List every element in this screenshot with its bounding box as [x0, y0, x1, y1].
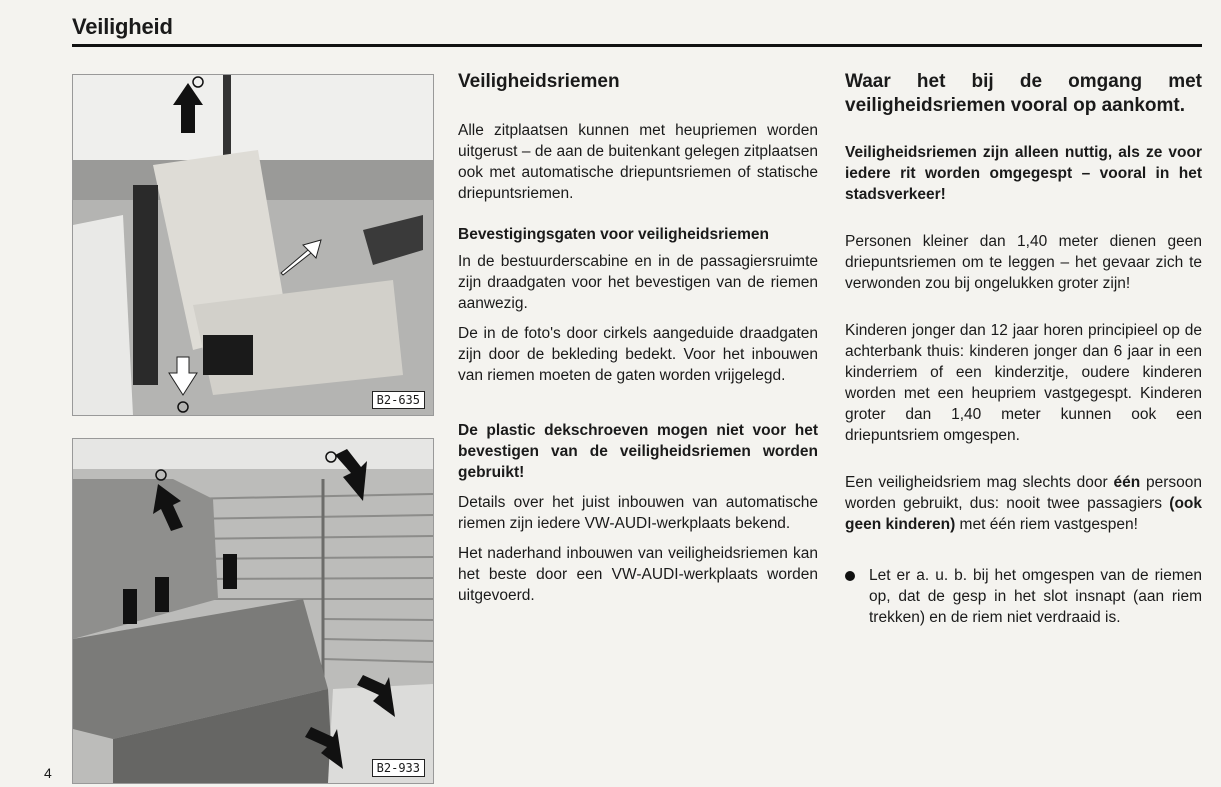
paragraph: De in de foto's door cirkels aangeduide draadgaten zijn door de bekleding bedekt. Voor het inbouwen van riemen moeten de gaten worden vrijgelegd. [458, 325, 818, 384]
bullet-item [845, 565, 1202, 628]
section-heading: Waar het bij de omgang met veiligheidsriemen vooral op aankomt. [845, 71, 1202, 116]
text-span: Een veiligheidsriem mag slechts door [845, 474, 1114, 491]
page-number: 4 [44, 765, 52, 781]
photo-rear-bench [72, 438, 434, 784]
right-column [845, 70, 1202, 628]
text-span: persoon worden gebruikt, dus: nooit twee passagiers [845, 474, 1202, 512]
paragraph: Personen kleiner dan 1,40 meter dienen geen driepuntsriemen om te leggen – het gevaar zich te verwonden zou bij ongelukken groter zijn! [845, 233, 1202, 292]
rear-bench-illustration [73, 439, 433, 783]
page-title: Veiligheid [72, 14, 173, 39]
paragraph [845, 472, 1202, 535]
middle-column [458, 70, 818, 606]
warning-text: De plastic dekschroeven mogen niet voor het bevestigen van de veiligheidsriemen worden gebruikt! [458, 422, 818, 481]
page-header [72, 14, 1202, 47]
text-span: met één riem vastgespen! [955, 516, 1138, 533]
emphasis-text: Veiligheidsriemen zijn alleen nuttig, als ze voor iedere rit worden omgegespt – vooral in het stadsverkeer! [845, 144, 1202, 203]
emphasis-span: één [1113, 474, 1141, 491]
photo-reference-label: B2-635 [372, 391, 425, 409]
section-heading: Veiligheidsriemen [458, 71, 620, 92]
paragraph: Kinderen jonger dan 12 jaar horen principieel op de achterbank thuis: kinderen jonger dan 6 jaar in een kinderriem of een kinderzitje, oudere kinderen worden met een heupriem vastgegespt. Kinderen groter dan 1,40 meter kunnen ook een driepuntsriem omgespen. [845, 322, 1202, 444]
emphasis-span: (ook geen kinderen) [845, 495, 1202, 533]
photo-reference-label: B2-933 [372, 759, 425, 777]
bullet-icon [845, 571, 855, 581]
paragraph: Details over het juist inbouwen van automatische riemen zijn iedere VW-AUDI-werkplaats bekend. [458, 494, 818, 532]
paragraph: In de bestuurderscabine en in de passagiersruimte zijn draadgaten voor het bevestigen van de riemen aanwezig. [458, 253, 818, 312]
intro-paragraph: Alle zitplaatsen kunnen met heupriemen worden uitgerust – de aan de buitenkant gelegen zitplaatsen ook met automatische driepuntsriemen of statische driepuntsriemen. [458, 122, 818, 202]
photo-front-seat [72, 74, 434, 416]
front-seat-illustration [73, 75, 433, 415]
bullet-text: Let er a. u. b. bij het omgespen van de riemen op, dat de gesp in het slot insnapt (aan riem trekken) en de riem niet verdraaid is. [869, 567, 1202, 626]
subheading: Bevestigingsgaten voor veiligheidsriemen [458, 226, 769, 243]
header-rule [72, 44, 1202, 47]
paragraph: Het naderhand inbouwen van veiligheidsriemen kan het beste door een VW-AUDI-werkplaats worden uitgevoerd. [458, 545, 818, 604]
